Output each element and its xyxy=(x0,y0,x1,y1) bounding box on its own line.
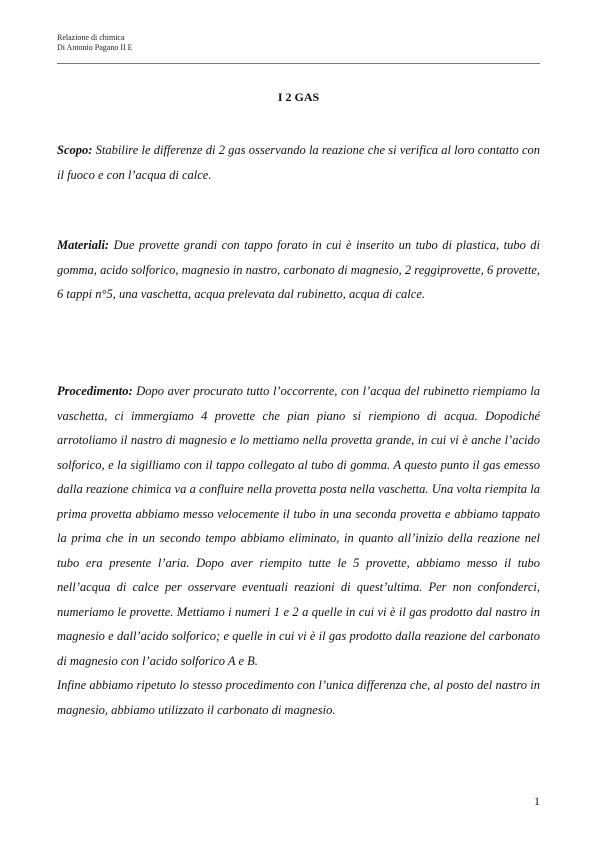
page-header xyxy=(57,33,540,53)
section-text-procedimento: Dopo aver procurato tutto l’occorrente, con l’acqua del rubinetto riempiamo la vaschetta, ci immergiamo 4 provette che pian piano si riempiono di acqua. Dopodiché arrotoliamo il nastro di magnesio e lo mettiamo nella provetta grande, in cui vi è anche l’acido solforico, e la sigilliamo con il tappo collegato al tubo di gomma. A questo punto il gas emesso dalla reazione chimica va a confluire nella provetta posta nella vaschetta. Una volta riempita la prima provetta abbiamo messo velocemente il tubo in una seconda provetta e abbiamo tappato la prima che in un secondo tempo abbiamo eliminato, in quanto all’inizio della reazione nel tubo era presente l’aria. Dopo aver riempito tutte le 5 provette, abbiamo messo il tubo nell’acqua di calce per osservare eventuali reazioni di quest’ultima. Per non confonderci, numeriamo le provette. Mettiamo i numeri 1 e 2 a quelle in cui vi è il gas prodotto dal nastro in magnesio e dall’acido solforico; e quelle in cui vi è il gas prodotto dalla reazione del carbonato di magnesio con l’acido solforico A e B. xyxy=(57,384,541,668)
section-procedimento xyxy=(57,379,540,722)
section-text-procedimento-2: Infine abbiamo ripetuto lo stesso procedimento con l’unica differenza che, al posto del nastro in magnesio, abbiamo utilizzato il carbonato di magnesio. xyxy=(57,678,540,717)
section-label-procedimento: Procedimento: xyxy=(57,384,133,398)
page-number: 1 xyxy=(534,794,540,808)
section-text-scopo: Stabilire le differenze di 2 gas osservando la reazione che si verifica al loro contatto con il fuoco e con l’acqua di calce. xyxy=(57,143,541,182)
section-label-materiali: Materiali: xyxy=(57,238,110,252)
section-scopo xyxy=(57,138,540,187)
section-text-materiali: Due provette grandi con tappo forato in cui è inserito un tubo di plastica, tubo di gomma, acido solforico, magnesio in nastro, carbonato di magnesio, 2 reggiprovette, 6 provette, 6 tappi n°5, una vaschetta, acqua prelevata dal rubinetto, acqua di calce. xyxy=(57,238,541,301)
document-title: I 2 GAS xyxy=(277,90,320,104)
header-line-2: Di Antonio Pagano II E xyxy=(57,43,133,52)
section-materiali xyxy=(57,233,540,307)
header-divider xyxy=(57,63,540,64)
section-label-scopo: Scopo: xyxy=(57,143,93,157)
header-line-1: Relazione di chimica xyxy=(57,33,125,42)
